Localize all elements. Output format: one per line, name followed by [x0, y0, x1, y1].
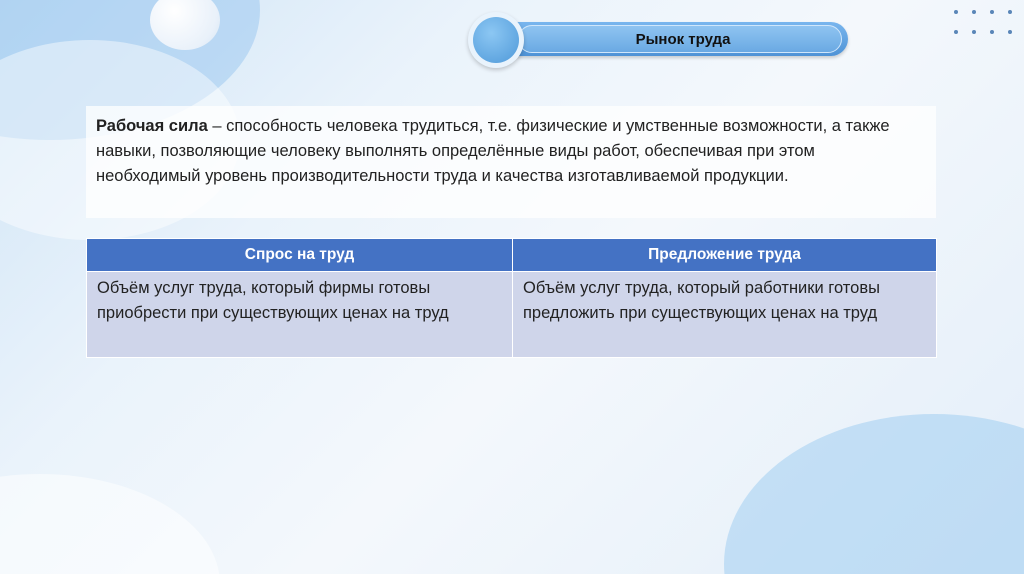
- cell-labor-demand: Объём услуг труда, который фирмы готовы приобрести при существующих ценах на труд: [87, 272, 513, 358]
- header-labor-demand: Спрос на труд: [87, 239, 513, 272]
- cell-labor-supply: Объём услуг труда, который работники готовы предложить при существующих ценах на труд: [513, 272, 937, 358]
- comparison-table: [86, 238, 937, 358]
- title-circle-icon: [468, 12, 524, 68]
- title-bar: [498, 22, 848, 56]
- decorative-dot: [972, 30, 976, 34]
- decorative-dot: [972, 10, 976, 14]
- background-wave: [724, 414, 1024, 574]
- decorative-dot: [990, 10, 994, 14]
- table-header-row: [87, 239, 937, 272]
- slide-title: Рынок труда: [635, 30, 731, 48]
- title-banner: [468, 12, 854, 68]
- title-inner: [518, 25, 842, 53]
- definition-text: – способность человека трудиться, т.е. физические и умственные возможности, а также навыки, позволяющие человеку выполнять определённые виды работ, обеспечивая при этом необходимый уровень производительности труда и качества изготавливаемой продукции.: [96, 117, 890, 185]
- decorative-dot-grid: [954, 10, 1014, 40]
- definition-box: [86, 106, 936, 218]
- header-labor-supply: Предложение труда: [513, 239, 937, 272]
- definition-term: Рабочая сила: [96, 117, 208, 135]
- background-wave: [0, 474, 220, 574]
- title-circle-inner: [473, 17, 519, 63]
- decorative-dot: [990, 30, 994, 34]
- decorative-dot: [954, 10, 958, 14]
- decorative-dot: [1008, 10, 1012, 14]
- decorative-dot: [1008, 30, 1012, 34]
- table-row: [87, 272, 937, 358]
- definition-paragraph: [96, 114, 916, 189]
- decorative-dot: [954, 30, 958, 34]
